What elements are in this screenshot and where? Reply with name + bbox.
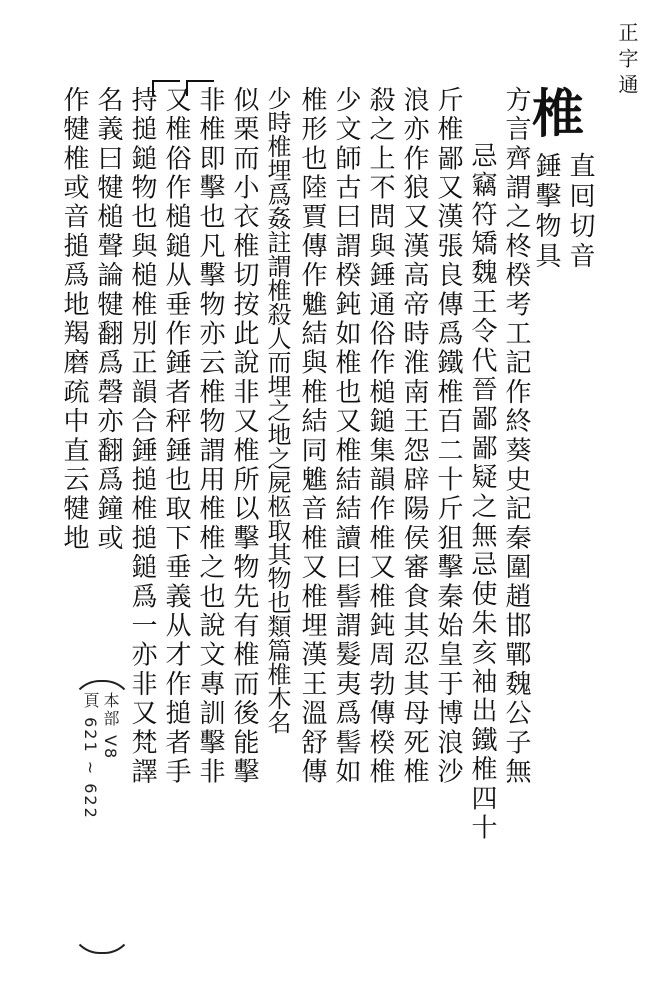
paragraph-marker (152, 80, 180, 96)
text-column-12: 持搥鎚物也與槌椎別正韻合錘搥椎搥鎚爲一亦非又梵譯 (127, 86, 157, 787)
text-column-2: 忌竊符矯魏王令代晉鄙鄙疑之無忌使朱亥袖出鐵椎四十 (467, 142, 497, 843)
text-column-3: 斤椎鄙又漢張良傳爲鐵椎百二十斤狙擊秦始皇于博浪沙 (433, 86, 463, 787)
handwritten-margin-note: 本部 V8 頁 621 ~ 622 (81, 692, 120, 820)
text-column-9: 似栗而小衣椎切按此說非又椎所以擊物先有椎而後能擊 (229, 86, 259, 787)
entry-pronunciation: 直囘切音 (565, 152, 595, 272)
text-column-14: 作犍椎或音搥爲地羯磨疏中直云犍地 (59, 86, 89, 554)
text-column-10: 非椎即擊也凡擊物亦云椎物謂用椎椎之也說文專訓擊非 (195, 86, 225, 787)
book-title: 正字通 (615, 22, 639, 100)
text-column-8: 少時椎埋爲姦註謂椎殺人而埋之地之屍柩取其物也類篇椎木名 (263, 86, 291, 734)
text-column-4: 浪亦作狼又漢高帝時淮南王怨辟陽侯審食其忍其母死椎 (399, 86, 429, 787)
text-column-5: 殺之上不問與錘通俗作槌鎚集韻作椎又椎鈍周勃傳楑椎 (365, 86, 395, 787)
paragraph-marker (186, 80, 214, 96)
text-column-1: 方言齊謂之柊楑考工記作終葵史記秦圍趙邯鄲魏公子無 (501, 86, 531, 787)
text-column-6: 少文師古曰謂楑鈍如椎也又椎結結讀曰髻謂髮夷爲髻如 (331, 86, 361, 787)
text-column-13: 名義曰犍槌聲論犍翻爲磬亦翻爲鐘或 (93, 86, 123, 554)
entry-gloss: 錘擊物具 (531, 152, 561, 272)
text-column-11: 又椎俗作槌鎚从垂作錘者秤錘也取下垂義从才作搥者手 (161, 86, 191, 787)
text-column-7: 椎形也陸賈傳作魋結與椎結同魋音椎又椎埋漢王溫舒傳 (297, 86, 327, 787)
entry-head-character: 椎 (531, 84, 584, 145)
